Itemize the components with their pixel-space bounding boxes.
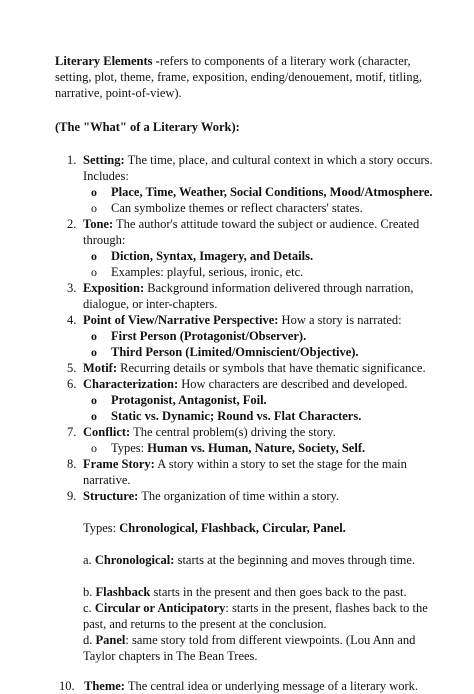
list-item-frame-story [55,456,444,488]
item-number: 9. [67,489,77,503]
sub-item [83,408,444,424]
item-term: Exposition: [83,281,145,295]
item-term: Characterization: [83,377,179,391]
type-text: : starts in the present, flashes back to the past, and returns to the present at the conclusion. [83,601,428,631]
list-item-theme [55,678,444,694]
item-number: 4. [67,313,77,327]
sub-item-text: Protagonist, Antagonist, Foil. [111,393,267,407]
structure-type-c [83,600,444,632]
sub-list [83,392,444,424]
bullet-icon: o [91,265,97,279]
sub-list [83,440,444,456]
intro-term: Literary Elements - [55,54,160,68]
sub-item [83,184,444,200]
item-number: 5. [67,361,77,375]
sub-item [83,248,444,264]
type-term: Panel [95,633,126,647]
sub-item-text: Examples: playful, serious, ironic, etc. [111,265,304,279]
structure-type-a [83,552,444,568]
structure-type-b [83,584,444,600]
section-heading: (The "What" of a Literary Work): [55,120,240,134]
type-text: : same story told from different viewpoints. (Lou Ann and Taylor chapters in The Bean Trees. [83,633,416,663]
elements-list [55,152,444,694]
item-term: Structure: [83,489,139,503]
item-term: Theme: [84,679,125,693]
type-label: c. [83,601,95,615]
list-item-setting [55,152,444,216]
item-number: 7. [67,425,77,439]
sub-item-text: Can symbolize themes or reflect characters' states. [111,201,363,215]
sub-list [83,328,444,360]
sub-item-text: Third Person (Limited/Omniscient/Objective). [111,345,359,359]
item-text: Recurring details or symbols that have thematic significance. [117,361,426,375]
item-text: The author's attitude toward the subject or audience. Created through: [83,217,420,247]
sub-item-text: Human vs. Human, Nature, Society, Self. [147,441,366,455]
list-item-structure [55,488,444,664]
structure-type-d [83,632,444,664]
bullet-icon: o [91,409,97,423]
intro-text: refers to components of a literary work (character, setting, plot, theme, frame, exposition, ending/denouement, motif, titling, narrative, point-of-view). [55,54,422,100]
bullet-icon: o [91,393,97,407]
types-prefix: Types: [83,521,120,535]
list-item-point-of-view [55,312,444,360]
item-term: Tone: [83,217,114,231]
types-list: Chronological, Flashback, Circular, Panel. [119,521,346,535]
list-item-exposition [55,280,444,312]
sub-item-prefix: Types: [111,441,148,455]
sub-item-text: Place, Time, Weather, Social Conditions, Mood/Atmosphere. [111,185,433,199]
item-text: The central problem(s) driving the story. [130,425,336,439]
intro-paragraph [55,53,444,101]
item-term: Setting: [83,153,125,167]
list-item-conflict [55,424,444,456]
sub-item-text: First Person (Protagonist/Observer). [111,329,307,343]
item-text: The organization of time within a story. [138,489,340,503]
bullet-icon: o [91,201,97,215]
type-label: b. [83,585,96,599]
type-term: Flashback [95,585,151,599]
item-text: How characters are described and developed. [178,377,408,391]
sub-item [83,328,444,344]
type-label: a. [83,553,95,567]
sub-item [83,264,444,280]
sub-item-text: Diction, Syntax, Imagery, and Details. [111,249,314,263]
item-text: A story within a story to set the stage for the main narrative. [83,457,407,487]
list-item-characterization [55,376,444,424]
sub-list [83,184,444,216]
item-text: Background information delivered through narration, dialogue, or inter-chapters. [83,281,414,311]
bullet-icon: o [91,345,97,359]
item-text: How a story is narrated: [278,313,402,327]
item-number: 3. [67,281,77,295]
sub-list [83,248,444,280]
item-number: 6. [67,377,77,391]
sub-item-text: Static vs. Dynamic; Round vs. Flat Characters. [111,409,362,423]
sub-item [83,344,444,360]
sub-item [83,392,444,408]
item-text: The central idea or underlying message of a literary work. [124,679,419,693]
item-number: 10. [59,679,75,693]
sub-item [83,200,444,216]
item-number: 8. [67,457,77,471]
type-text: starts at the beginning and moves through time. [174,553,416,567]
item-number: 2. [67,217,77,231]
list-item-tone [55,216,444,280]
bullet-icon: o [91,441,97,455]
bullet-icon: o [91,249,97,263]
item-text: The time, place, and cultural context in which a story occurs. Includes: [83,153,433,183]
type-label: d. [83,633,96,647]
bullet-icon: o [91,329,97,343]
bullet-icon: o [91,185,97,199]
item-term: Conflict: [83,425,131,439]
type-text: starts in the present and then goes back to the past. [150,585,407,599]
item-number: 1. [67,153,77,167]
item-term: Point of View/Narrative Perspective: [83,313,279,327]
sub-item [83,440,444,456]
structure-types [83,520,444,536]
item-term: Motif: [83,361,118,375]
type-term: Circular or Anticipatory [94,601,226,615]
item-term: Frame Story: [83,457,155,471]
type-term: Chronological: [94,553,175,567]
list-item-motif [55,360,444,376]
